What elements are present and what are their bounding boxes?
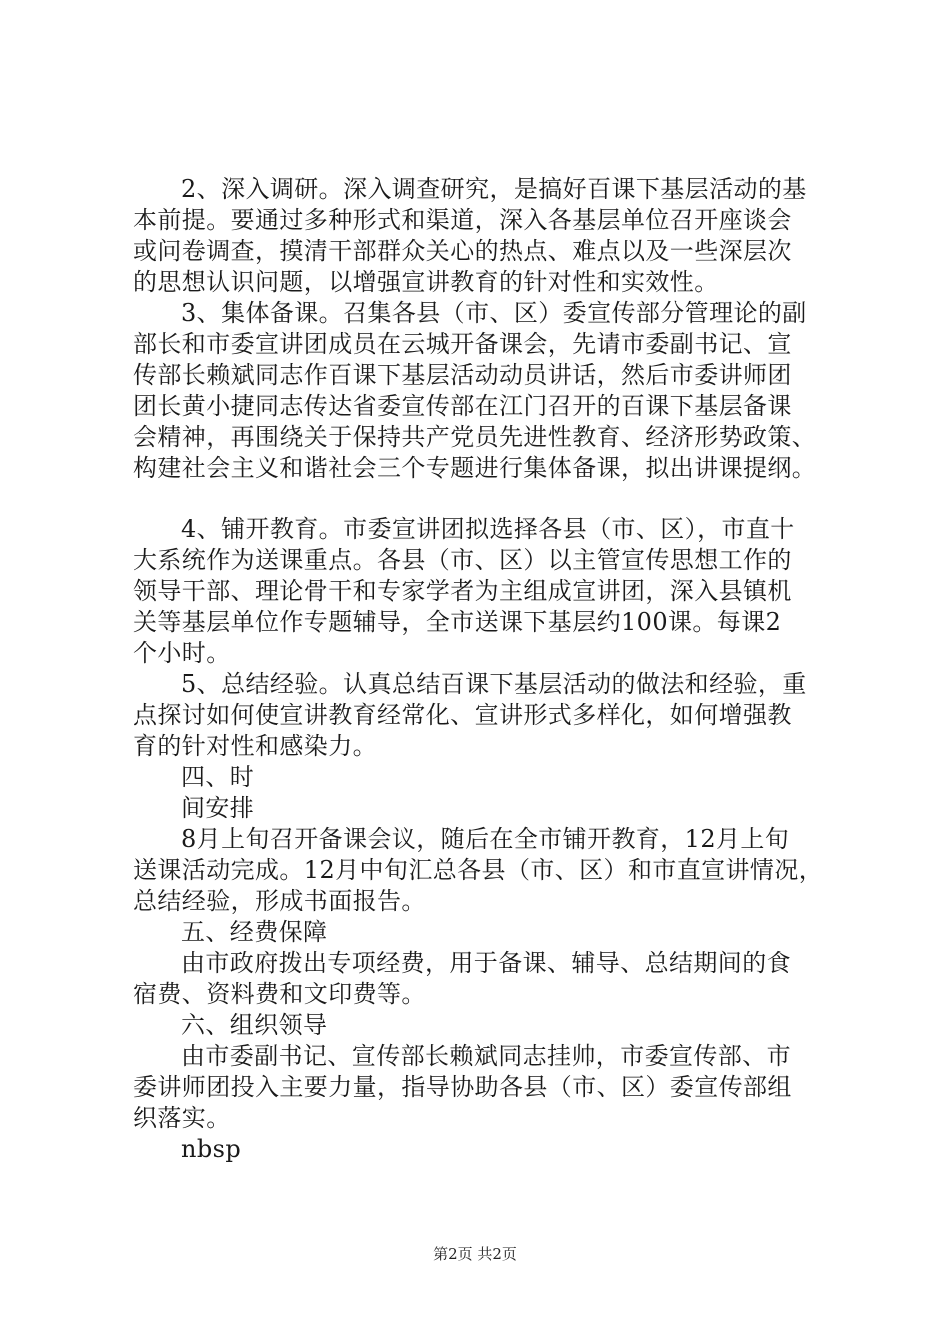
text-line: 部长和市委宣讲团成员在云城开备课会，先请市委副书记、宣	[133, 330, 792, 358]
paragraph-summary	[133, 669, 833, 762]
text-line: 的思想认识问题，以增强宣讲教育的针对性和实效性。	[133, 268, 719, 296]
paragraph-roll-out	[133, 514, 833, 669]
text-line: 领导干部、理论骨干和专家学者为主组成宣讲团，深入县镇机	[133, 577, 792, 605]
section-heading-funding: 五、经费保障	[181, 918, 328, 946]
section-heading-schedule-part2: 间安排	[181, 794, 255, 822]
text-line: 宿费、资料费和文印费等。	[133, 980, 426, 1008]
text-line: 送课活动完成。12月中旬汇总各县（市、区）和市直宣讲情况，	[133, 856, 824, 884]
text-line: 织落实。	[133, 1104, 231, 1132]
text-line: 育的针对性和感染力。	[133, 732, 377, 760]
text-line: 8月上旬召开备课会议，随后在全市铺开教育，12月上旬	[181, 825, 790, 853]
text-line: 团长黄小捷同志传达省委宣传部在江门召开的百课下基层备课	[133, 392, 792, 420]
text-line: 3、集体备课。召集各县（市、区）委宣传部分管理论的副	[181, 299, 807, 327]
paragraph-spacer	[133, 484, 833, 514]
text-line: 总结经验，形成书面报告。	[133, 887, 426, 915]
text-line: 会精神，再围绕关于保持共产党员先进性教育、经济形势政策、	[133, 423, 817, 451]
text-line: 关等基层单位作专题辅导，全市送课下基层约100课。每课2	[133, 608, 782, 636]
paragraph-schedule	[133, 824, 833, 917]
section-heading-leadership: 六、组织领导	[181, 1011, 328, 1039]
text-line: 大系统作为送课重点。各县（市、区）以主管宣传思想工作的	[133, 546, 792, 574]
text-line: 4、铺开教育。市委宣讲团拟选择各县（市、区），市直十	[181, 515, 795, 543]
paragraph-funding	[133, 948, 833, 1010]
text-line: 由市政府拨出专项经费，用于备课、辅导、总结期间的食	[181, 949, 791, 977]
text-line: 点探讨如何使宣讲教育经常化、宣讲形式多样化，如何增强教	[133, 701, 792, 729]
text-line: 由市委副书记、宣传部长赖斌同志挂帅，市委宣传部、市	[181, 1042, 791, 1070]
text-line: 委讲师团投入主要力量，指导协助各县（市、区）委宣传部组	[133, 1073, 792, 1101]
paragraph-collective-prep	[133, 298, 833, 484]
page-footer	[0, 1244, 950, 1264]
text-line: 个小时。	[133, 639, 231, 667]
text-line: 或问卷调查，摸清干部群众关心的热点、难点以及一些深层次	[133, 237, 792, 265]
text-line: 2、深入调研。深入调查研究，是搞好百课下基层活动的基	[181, 175, 807, 203]
text-line: 本前提。要通过多种形式和渠道，深入各基层单位召开座谈会	[133, 206, 792, 234]
section-heading-schedule-part1: 四、时	[181, 763, 255, 791]
text-line: 传部长赖斌同志作百课下基层活动动员讲话，然后市委讲师团	[133, 361, 792, 389]
text-line: 构建社会主义和谐社会三个专题进行集体备课，拟出讲课提纲。	[133, 454, 817, 482]
paragraph-leadership	[133, 1041, 833, 1134]
paragraph-research	[133, 174, 833, 298]
text-line: 5、总结经验。认真总结百课下基层活动的做法和经验，重	[181, 670, 807, 698]
page-number-label: 第2页 共2页	[433, 1245, 517, 1263]
trailing-text: nbsp	[181, 1135, 242, 1163]
document-body	[133, 174, 833, 1165]
